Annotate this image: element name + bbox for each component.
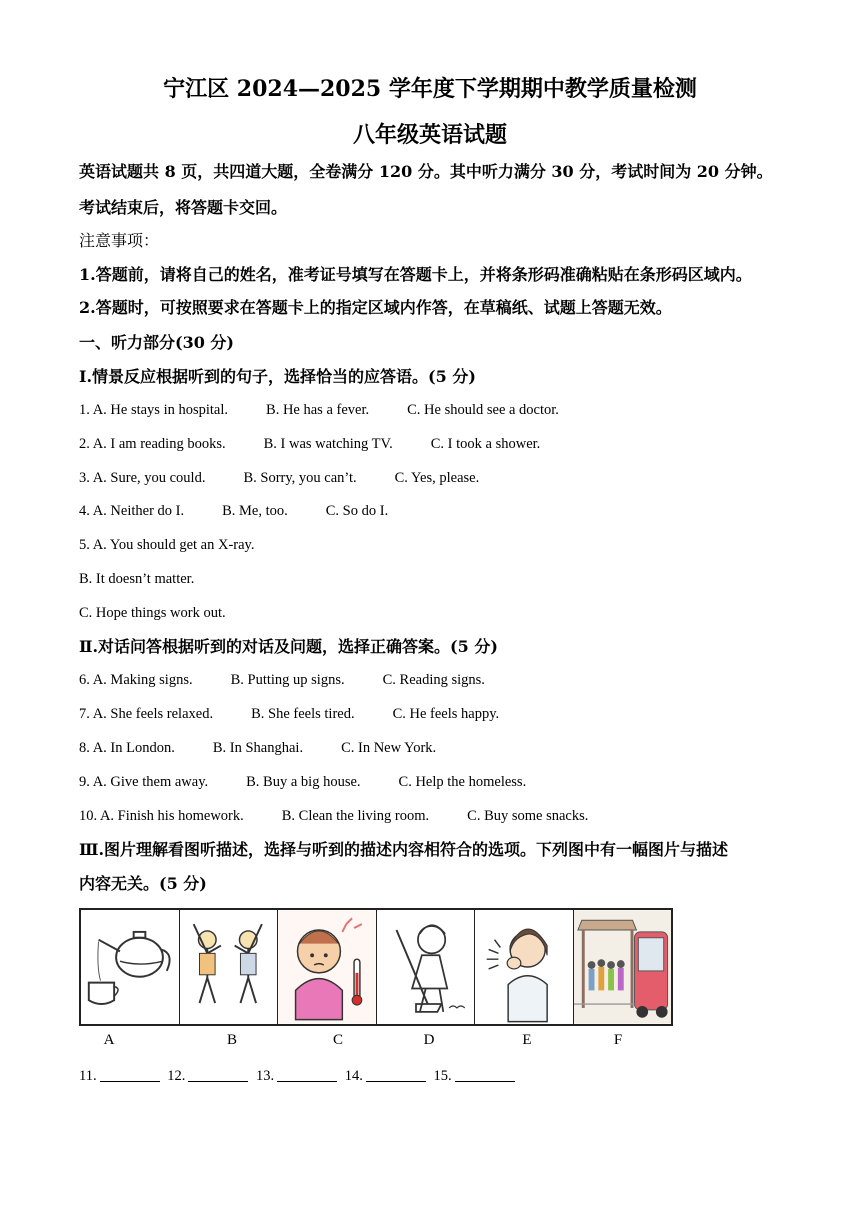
picture-a <box>81 910 180 1024</box>
option-a: 8. A. In London. <box>79 740 175 756</box>
picture-letter-e: E <box>522 1032 532 1048</box>
question-6 <box>79 670 523 690</box>
section2-title: Ⅱ.对话问答根据听到的对话及问题，选择正确答案。(5 分) <box>79 637 498 656</box>
question-1 <box>79 400 597 420</box>
question-7 <box>79 704 537 724</box>
option-a: 3. A. Sure, you could. <box>79 470 206 486</box>
picture-letter-a: A <box>103 1032 115 1048</box>
picture-letter-f: F <box>613 1032 623 1048</box>
picture-strip <box>79 908 673 1026</box>
blank-line <box>188 1081 248 1082</box>
option-b: B. Clean the living room. <box>281 808 430 824</box>
option-c: C. Yes, please. <box>394 470 480 486</box>
notice-1: 1.答题前，请将自己的姓名，准考证号填写在答题卡上，并将条形码准确粘贴在条形码区域内。 <box>79 265 752 284</box>
exam-title: 宁江区 2024—2025 学年度下学期期中教学质量检测 <box>163 76 697 102</box>
option-a: 7. A. She feels relaxed. <box>79 706 214 722</box>
blank-line <box>455 1081 515 1082</box>
blank-number: 11. <box>79 1068 97 1084</box>
option-b: B. She feels tired. <box>251 706 355 722</box>
question-3 <box>79 468 517 488</box>
option-a: 6. A. Making signs. <box>79 672 193 688</box>
notice-2: 2.答题时，可按照要求在答题卡上的指定区域内作答，在草稿纸、试题上答题无效。 <box>79 298 672 317</box>
answer-blank-15[interactable] <box>433 1068 514 1085</box>
blank-number: 13. <box>255 1068 275 1084</box>
option-c: C. Reading signs. <box>382 672 485 688</box>
question-9 <box>79 772 564 792</box>
option-c: C. He feels happy. <box>392 706 500 722</box>
question-4 <box>79 501 426 521</box>
blank-number: 12. <box>167 1068 186 1084</box>
question-8 <box>79 738 474 758</box>
question-5-option-a: 5. A. You should get an X-ray. <box>79 537 255 553</box>
option-a: 1. A. He stays in hospital. <box>79 402 229 418</box>
option-b: B. Putting up signs. <box>230 672 345 688</box>
option-a: 4. A. Neither do I. <box>79 503 185 519</box>
question-5-option-b: B. It doesn’t matter. <box>79 571 195 587</box>
option-c: C. Help the homeless. <box>398 774 527 790</box>
option-c: C. In New York. <box>341 740 437 756</box>
blank-line <box>100 1081 160 1082</box>
exam-subtitle: 八年级英语试题 <box>352 122 507 148</box>
section1-title: Ⅰ.情景反应根据听到的句子，选择恰当的应答语。(5 分) <box>79 367 476 386</box>
answer-blank-14[interactable] <box>345 1068 426 1085</box>
fever-girl-icon <box>278 910 376 1024</box>
option-c: C. Buy some snacks. <box>467 808 589 824</box>
picture-d <box>377 910 476 1024</box>
option-b: B. Buy a big house. <box>246 774 361 790</box>
question-10 <box>79 806 626 826</box>
question-2 <box>79 434 578 454</box>
picture-e <box>475 910 574 1024</box>
part1-title: 一、听力部分(30 分) <box>79 333 234 352</box>
option-b: B. Me, too. <box>222 503 288 519</box>
notice-title: 注意事项： <box>79 231 160 250</box>
coughing-woman-icon <box>475 910 573 1024</box>
sweeping-girl-icon <box>377 910 475 1024</box>
intro-line-2: 考试结束后，将答题卡交回。 <box>79 198 288 217</box>
answer-blank-13[interactable] <box>256 1068 337 1085</box>
answer-blanks <box>79 1068 519 1085</box>
option-a: 9. A. Give them away. <box>79 774 209 790</box>
picture-letter-b: B <box>226 1032 237 1048</box>
option-b: B. Sorry, you can’t. <box>243 470 357 486</box>
option-c: C. He should see a doctor. <box>407 402 559 418</box>
picture-letter-d: D <box>423 1032 435 1048</box>
option-c: C. So do I. <box>325 503 389 519</box>
answer-blank-11[interactable] <box>79 1068 160 1085</box>
picture-b <box>180 910 279 1024</box>
option-a: 10. A. Finish his homework. <box>79 808 244 824</box>
section3-title-line1: Ⅲ.图片理解看图听描述，选择与听到的描述内容相符合的选项。下列图中有一幅图片与描述 <box>79 840 729 859</box>
bus-stop-icon <box>574 910 672 1024</box>
option-b: B. In Shanghai. <box>212 740 304 756</box>
option-b: B. He has a fever. <box>266 402 370 418</box>
picture-letter-c: C <box>332 1032 343 1048</box>
answer-blank-12[interactable] <box>167 1068 248 1085</box>
picture-c <box>278 910 377 1024</box>
blank-number: 15. <box>433 1068 452 1084</box>
question-5-option-c: C. Hope things work out. <box>79 605 226 621</box>
section3-title-line2: 内容无关。(5 分) <box>79 874 207 893</box>
teapot-icon <box>81 910 179 1024</box>
option-a: 2. A. I am reading books. <box>79 436 226 452</box>
option-c: C. I took a shower. <box>430 436 541 452</box>
picture-f <box>574 910 672 1024</box>
exercising-kids-icon <box>180 910 278 1024</box>
option-b: B. I was watching TV. <box>263 436 393 452</box>
blank-number: 14. <box>344 1068 363 1084</box>
blank-line <box>277 1081 337 1082</box>
intro-line-1: 英语试题共 8 页，共四道大题，全卷满分 120 分。其中听力满分 30 分，考试时间为 20 分钟。 <box>79 162 773 181</box>
blank-line <box>366 1081 426 1082</box>
